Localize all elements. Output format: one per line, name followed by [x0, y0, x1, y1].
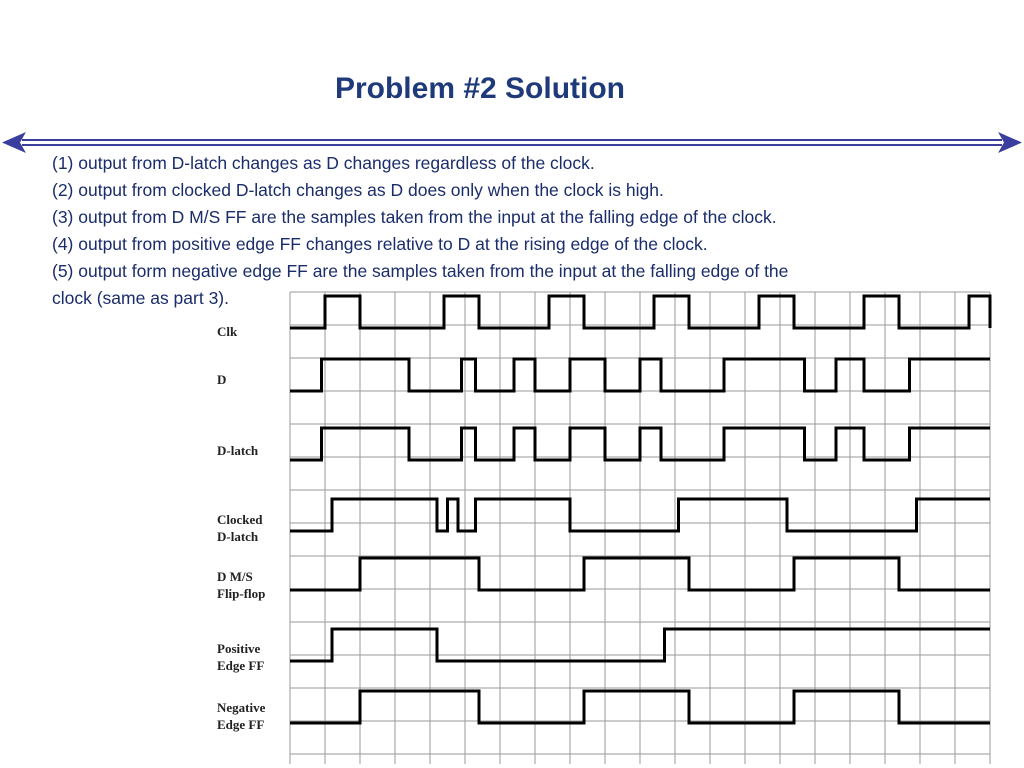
label-positive-edge-ff-2: Edge FF	[217, 658, 265, 673]
note-line-4: (4) output from positive edge FF changes relative to D at the rising edge of the clock.	[52, 234, 708, 254]
note-line-3: (3) output from D M/S FF are the samples taken from the input at the falling edge of the clock.	[52, 207, 777, 227]
note-line-5: (5) output form negative edge FF are the samples taken from the input at the falling edge of the	[52, 261, 789, 281]
note-line-2: (2) output from clocked D-latch changes as D does only when the clock is high.	[52, 180, 664, 200]
note-line-6: clock (same as part 3).	[52, 288, 229, 308]
label-positive-edge-ff-1: Positive	[217, 641, 261, 656]
label-clk-1: Clk	[217, 324, 238, 339]
label-d-latch-1: D-latch	[217, 443, 259, 458]
label-negative-edge-ff-2: Edge FF	[217, 717, 265, 732]
label-d-1: D	[217, 372, 227, 387]
page-title: Problem #2 Solution	[334, 72, 626, 105]
label-dms-flip-flop-2: Flip-flop	[217, 586, 266, 601]
note-line-1: (1) output from D-latch changes as D changes regardless of the clock.	[52, 153, 595, 173]
label-dms-flip-flop-1: D M/S	[217, 569, 253, 584]
label-negative-edge-ff-1: Negative	[217, 700, 266, 715]
label-clocked-d-latch-1: Clocked	[217, 512, 263, 527]
label-clocked-d-latch-2: D-latch	[217, 529, 259, 544]
